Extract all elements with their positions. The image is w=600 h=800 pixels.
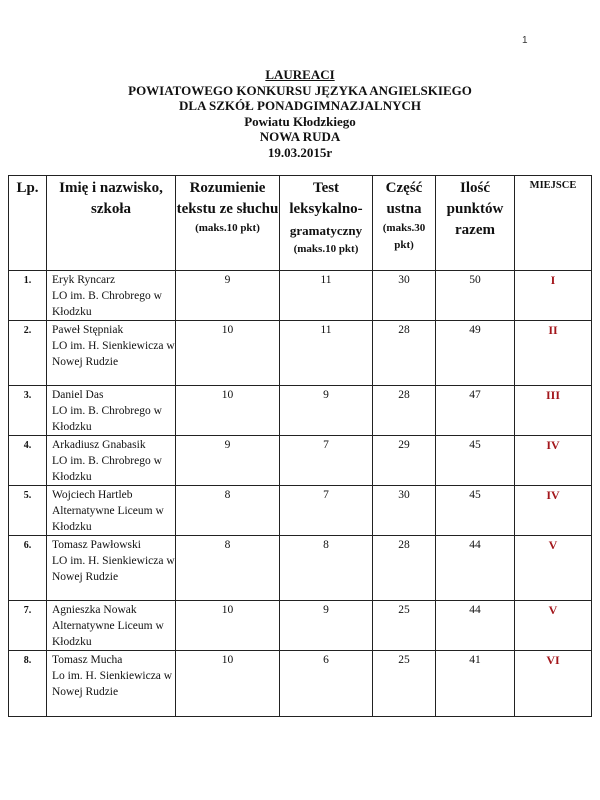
header-total: Ilość punktów razem (436, 176, 515, 271)
heading-town: NOWA RUDA (259, 129, 341, 144)
row-listening: 10 (176, 386, 280, 436)
row-oral: 28 (373, 386, 436, 436)
row-listening: 9 (176, 436, 280, 486)
row-oral: 30 (373, 486, 436, 536)
row-test: 11 (280, 271, 373, 321)
table-row (9, 321, 592, 386)
row-total: 50 (436, 271, 515, 321)
header-row (9, 176, 592, 271)
row-lp: 3. (9, 386, 47, 436)
row-lp: 8. (9, 651, 47, 717)
table-row (9, 536, 592, 601)
row-listening: 10 (176, 601, 280, 651)
row-oral: 30 (373, 271, 436, 321)
row-name-school: Agnieszka Nowak Alternatywne Liceum w Kłodzku (47, 601, 176, 651)
row-name-school: Paweł Stępniak LO im. H. Sienkiewicza w Nowej Rudzie (47, 321, 176, 386)
row-test: 9 (280, 386, 373, 436)
heading-title: LAUREACI (265, 67, 335, 82)
row-oral: 25 (373, 601, 436, 651)
row-name-school: Daniel Das LO im. B. Chrobrego w Kłodzku (47, 386, 176, 436)
row-name-school: Wojciech Hartleb Alternatywne Liceum w Kłodzku (47, 486, 176, 536)
row-test: 7 (280, 486, 373, 536)
row-lp: 7. (9, 601, 47, 651)
table-row (9, 386, 592, 436)
header-test: Test leksykalno- gramatyczny (maks.10 pkt) (280, 176, 373, 271)
row-test: 8 (280, 536, 373, 601)
row-name-school: Eryk Ryncarz LO im. B. Chrobrego w Kłodzku (47, 271, 176, 321)
row-lp: 2. (9, 321, 47, 386)
heading-date: 19.03.2015r (267, 144, 333, 160)
row-listening: 10 (176, 651, 280, 717)
row-name-school: Tomasz Pawłowski LO im. H. Sienkiewicza w Nowej Rudzie (47, 536, 176, 601)
row-listening: 9 (176, 271, 280, 321)
row-listening: 8 (176, 486, 280, 536)
laureates-table (8, 175, 592, 717)
table-row (9, 651, 592, 717)
row-total: 44 (436, 536, 515, 601)
row-total: 45 (436, 436, 515, 486)
heading-schools: DLA SZKÓŁ PONADGIMNAZJALNYCH (179, 98, 421, 113)
row-lp: 4. (9, 436, 47, 486)
row-oral: 28 (373, 321, 436, 386)
row-oral: 29 (373, 436, 436, 486)
header-name: Imię i nazwisko, szkoła (47, 176, 176, 271)
row-total: 44 (436, 601, 515, 651)
page-number: 1 (522, 35, 528, 46)
row-total: 45 (436, 486, 515, 536)
row-listening: 10 (176, 321, 280, 386)
row-lp: 6. (9, 536, 47, 601)
header-oral: Część ustna (maks.30 pkt) (373, 176, 436, 271)
row-oral: 28 (373, 536, 436, 601)
row-place: II (515, 321, 592, 386)
header-lp: Lp. (9, 176, 47, 271)
table-row (9, 436, 592, 486)
row-total: 41 (436, 651, 515, 717)
row-total: 49 (436, 321, 515, 386)
row-place: V (515, 601, 592, 651)
table-row (9, 486, 592, 536)
heading-competition: POWIATOWEGO KONKURSU JĘZYKA ANGIELSKIEGO (128, 82, 472, 98)
table-row (9, 271, 592, 321)
table-row (9, 601, 592, 651)
row-lp: 1. (9, 271, 47, 321)
row-listening: 8 (176, 536, 280, 601)
row-place: I (515, 271, 592, 321)
heading-county: Powiatu Kłodzkiego (244, 113, 356, 129)
row-lp: 5. (9, 486, 47, 536)
row-place: VI (515, 651, 592, 717)
row-place: IV (515, 436, 592, 486)
row-name-school: Tomasz Mucha Lo im. H. Sienkiewicza w Nowej Rudzie (47, 651, 176, 717)
row-test: 9 (280, 601, 373, 651)
row-test: 6 (280, 651, 373, 717)
header-place: MIEJSCE (515, 176, 592, 271)
row-test: 11 (280, 321, 373, 386)
row-name-school: Arkadiusz Gnabasik LO im. B. Chrobrego w Kłodzku (47, 436, 176, 486)
row-test: 7 (280, 436, 373, 486)
row-place: III (515, 386, 592, 436)
row-place: V (515, 536, 592, 601)
row-place: IV (515, 486, 592, 536)
document-heading (0, 67, 600, 160)
row-total: 47 (436, 386, 515, 436)
header-listening: Rozumienie tekstu ze słuchu (maks.10 pkt) (176, 176, 280, 271)
row-oral: 25 (373, 651, 436, 717)
